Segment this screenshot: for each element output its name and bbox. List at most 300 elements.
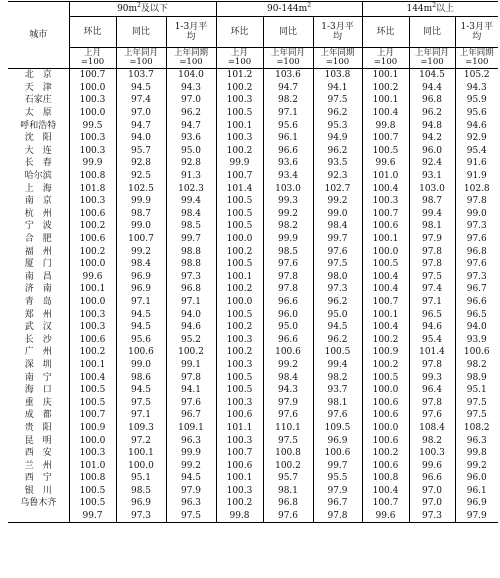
index-value: 97.5	[313, 258, 362, 271]
index-value: 100.6	[69, 333, 116, 346]
index-value: 94.0	[116, 132, 166, 145]
base-header-avg: 上年同期 =100	[166, 48, 216, 69]
city-name	[8, 510, 69, 523]
index-value: 97.1	[166, 296, 216, 309]
index-value: 97.3	[409, 510, 455, 523]
index-value: 100.6	[69, 233, 116, 246]
index-value: 95.5	[313, 472, 362, 485]
sub-header-mom: 环比	[362, 17, 409, 48]
index-value: 100.6	[263, 346, 313, 359]
table-body	[8, 69, 498, 523]
sub-header-row	[8, 17, 498, 48]
index-value: 100.8	[69, 472, 116, 485]
index-value: 102.7	[313, 182, 362, 195]
table-row	[8, 359, 498, 372]
index-value: 97.6	[313, 409, 362, 422]
index-value: 100.3	[69, 94, 116, 107]
table-row	[8, 107, 498, 120]
city-name: 郑 州	[24, 309, 52, 320]
index-value: 97.5	[455, 409, 498, 422]
index-value: 100.9	[362, 346, 409, 359]
index-value: 100.6	[362, 220, 409, 233]
index-value: 97.1	[263, 107, 313, 120]
index-value: 100.0	[69, 434, 116, 447]
index-value: 97.9	[263, 396, 313, 409]
index-value: 95.7	[263, 472, 313, 485]
index-value: 99.0	[116, 359, 166, 372]
index-value: 99.7	[166, 233, 216, 246]
table-row	[8, 409, 498, 422]
table-row	[8, 396, 498, 409]
index-value: 99.2	[166, 459, 216, 472]
index-value: 97.5	[116, 396, 166, 409]
index-value: 98.2	[455, 359, 498, 372]
index-value: 97.3	[116, 510, 166, 523]
index-value: 96.8	[166, 283, 216, 296]
index-value: 99.2	[263, 208, 313, 221]
table-row	[8, 271, 498, 284]
index-value: 99.4	[313, 359, 362, 372]
price-index-table	[8, 1, 498, 523]
index-value: 96.6	[263, 145, 313, 158]
index-value: 100.2	[216, 82, 263, 95]
index-value: 96.8	[263, 497, 313, 510]
index-value: 94.5	[313, 321, 362, 334]
index-value: 98.7	[409, 195, 455, 208]
index-value: 100.7	[216, 447, 263, 460]
index-value: 96.5	[455, 308, 498, 321]
city-name: 成 都	[24, 410, 52, 421]
index-value: 100.2	[166, 346, 216, 359]
city-name: 南 昌	[24, 271, 52, 282]
index-value: 97.9	[166, 485, 216, 498]
index-value: 100.6	[313, 447, 362, 460]
index-value: 100.8	[263, 447, 313, 460]
index-value: 97.6	[313, 245, 362, 258]
index-value: 97.4	[409, 283, 455, 296]
index-value: 100.7	[216, 170, 263, 183]
index-value: 100.3	[362, 195, 409, 208]
index-value: 98.8	[166, 245, 216, 258]
index-value: 100.0	[362, 245, 409, 258]
index-value: 100.1	[216, 119, 263, 132]
city-name: 青 岛	[24, 296, 52, 307]
index-value: 97.3	[166, 271, 216, 284]
index-value: 100.3	[69, 308, 116, 321]
index-value: 97.1	[116, 409, 166, 422]
index-value: 99.0	[116, 220, 166, 233]
index-value: 100.5	[69, 497, 116, 510]
index-value: 91.3	[166, 170, 216, 183]
index-value: 95.4	[455, 145, 498, 158]
index-value: 104.0	[166, 69, 216, 82]
table-row	[8, 94, 498, 107]
table-row	[8, 384, 498, 397]
city-name: 深 圳	[24, 359, 52, 370]
index-value: 100.5	[69, 384, 116, 397]
index-value: 91.6	[455, 157, 498, 170]
index-value: 91.9	[455, 170, 498, 183]
index-value: 102.3	[166, 182, 216, 195]
index-value: 100.5	[69, 485, 116, 498]
index-value: 99.6	[362, 510, 409, 523]
index-value: 100.6	[455, 346, 498, 359]
index-value: 100.7	[362, 497, 409, 510]
index-value: 97.8	[409, 359, 455, 372]
sub-header-yoy: 同比	[116, 17, 166, 48]
base-header-mom: 上月 =100	[216, 48, 263, 69]
city-name: 杭 州	[24, 208, 52, 219]
index-value: 98.4	[116, 258, 166, 271]
index-value: 100.1	[216, 271, 263, 284]
index-value: 100.3	[69, 145, 116, 158]
index-value: 103.0	[409, 182, 455, 195]
index-value: 96.1	[455, 485, 498, 498]
index-value: 100.2	[362, 82, 409, 95]
index-value: 97.3	[455, 271, 498, 284]
city-name: 北 京	[24, 70, 52, 81]
index-value: 100.3	[216, 434, 263, 447]
index-value: 99.9	[116, 195, 166, 208]
index-value: 96.2	[313, 296, 362, 309]
group-header-small: $90m^2$及以下	[69, 2, 216, 17]
index-value: 93.7	[313, 384, 362, 397]
city-name: 广 州	[24, 347, 52, 358]
index-value: 97.5	[166, 510, 216, 523]
index-value: 97.8	[409, 258, 455, 271]
index-value: 99.0	[455, 208, 498, 221]
city-name: 哈尔滨	[24, 171, 52, 182]
index-value: 100.2	[216, 245, 263, 258]
index-value: 97.8	[409, 245, 455, 258]
city-name: 乌鲁木齐	[20, 498, 57, 509]
index-value: 110.1	[263, 422, 313, 435]
index-value: 96.6	[455, 296, 498, 309]
index-value: 100.1	[362, 69, 409, 82]
index-value: 98.7	[116, 208, 166, 221]
index-value: 96.3	[455, 434, 498, 447]
index-value: 100.5	[362, 371, 409, 384]
index-value: 100.3	[216, 359, 263, 372]
index-value: 97.6	[263, 510, 313, 523]
index-value: 94.5	[116, 308, 166, 321]
index-value: 100.5	[216, 107, 263, 120]
city-name: 西 安	[24, 448, 52, 459]
table-row	[8, 346, 498, 359]
index-value: 95.7	[116, 145, 166, 158]
index-value: 96.2	[166, 107, 216, 120]
index-value: 100.3	[69, 447, 116, 460]
index-value: 100.3	[216, 333, 263, 346]
city-name: 天 津	[24, 82, 52, 93]
index-value: 97.8	[263, 271, 313, 284]
table-row	[8, 245, 498, 258]
table-row	[8, 195, 498, 208]
index-value: 99.8	[362, 119, 409, 132]
index-value: 94.0	[455, 321, 498, 334]
index-value: 100.2	[216, 283, 263, 296]
index-value: 94.0	[166, 308, 216, 321]
index-value: 100.4	[362, 182, 409, 195]
index-value: 100.1	[216, 472, 263, 485]
index-value: 97.6	[409, 409, 455, 422]
sub-header-avg: 1-3月平 均	[166, 17, 216, 48]
table-row	[8, 182, 498, 195]
index-value: 96.2	[313, 145, 362, 158]
index-value: 99.4	[409, 208, 455, 221]
table-row	[8, 447, 498, 460]
city-name: 宁 波	[24, 221, 52, 232]
index-value: 96.2	[313, 333, 362, 346]
index-value: 97.5	[313, 94, 362, 107]
index-value: 93.6	[263, 157, 313, 170]
index-value: 100.3	[216, 396, 263, 409]
index-value: 93.4	[263, 170, 313, 183]
index-value: 93.5	[313, 157, 362, 170]
index-value: 102.5	[116, 182, 166, 195]
index-value: 96.2	[409, 107, 455, 120]
index-value: 97.3	[313, 283, 362, 296]
city-name: 南 京	[24, 196, 52, 207]
index-value: 98.5	[116, 485, 166, 498]
index-value: 97.8	[166, 371, 216, 384]
table-row	[8, 422, 498, 435]
index-value: 96.5	[409, 308, 455, 321]
index-value: 100.1	[362, 233, 409, 246]
table-row	[8, 333, 498, 346]
index-value: 96.9	[313, 434, 362, 447]
index-value: 94.3	[263, 384, 313, 397]
index-value: 101.2	[216, 69, 263, 82]
city-name: 武 汉	[24, 322, 52, 333]
index-value: 100.1	[116, 447, 166, 460]
index-value: 100.0	[69, 296, 116, 309]
index-value: 100.4	[362, 485, 409, 498]
index-value: 96.0	[409, 145, 455, 158]
index-value: 96.9	[116, 497, 166, 510]
city-name: 昆 明	[24, 435, 52, 446]
table-row	[8, 472, 498, 485]
table-row	[8, 371, 498, 384]
index-value: 98.2	[263, 94, 313, 107]
index-value: 94.8	[409, 119, 455, 132]
index-value: 101.1	[216, 422, 263, 435]
index-value: 94.2	[409, 132, 455, 145]
index-value: 99.7	[69, 510, 116, 523]
index-value: 97.0	[409, 485, 455, 498]
index-value: 96.9	[116, 283, 166, 296]
index-value: 104.5	[409, 69, 455, 82]
index-value: 100.2	[362, 359, 409, 372]
city-name: 石家庄	[24, 95, 52, 106]
index-value: 100.6	[69, 208, 116, 221]
index-value: 100.5	[216, 258, 263, 271]
index-value: 97.2	[116, 434, 166, 447]
index-value: 99.2	[313, 195, 362, 208]
index-value: 97.5	[409, 271, 455, 284]
index-value: 100.5	[216, 195, 263, 208]
index-value: 108.2	[455, 422, 498, 435]
city-name: 海 口	[24, 385, 52, 396]
index-value: 92.8	[116, 157, 166, 170]
index-value: 100.1	[362, 94, 409, 107]
index-value: 98.4	[166, 208, 216, 221]
index-value: 99.8	[455, 447, 498, 460]
index-value: 99.9	[166, 447, 216, 460]
index-value: 95.6	[116, 333, 166, 346]
index-value: 97.5	[455, 396, 498, 409]
index-value: 95.6	[263, 119, 313, 132]
index-value: 99.6	[69, 271, 116, 284]
index-value: 98.0	[313, 271, 362, 284]
table-row	[8, 434, 498, 447]
index-value: 94.5	[116, 321, 166, 334]
city-name: 长 沙	[24, 334, 52, 345]
table-row	[8, 145, 498, 158]
table-header	[8, 2, 498, 69]
index-value: 96.6	[263, 333, 313, 346]
table-row	[8, 258, 498, 271]
index-value: 94.3	[455, 82, 498, 95]
index-value: 109.1	[166, 422, 216, 435]
index-value: 98.1	[263, 485, 313, 498]
city-name: 兰 州	[24, 460, 52, 471]
index-value: 94.6	[409, 321, 455, 334]
index-value: 96.0	[455, 472, 498, 485]
index-value: 96.7	[166, 409, 216, 422]
city-name: 重 庆	[24, 397, 52, 408]
index-value: 98.1	[313, 396, 362, 409]
index-value: 96.9	[455, 497, 498, 510]
index-value: 93.9	[455, 333, 498, 346]
index-value: 100.0	[116, 459, 166, 472]
index-value: 99.2	[263, 359, 313, 372]
index-value: 100.2	[362, 333, 409, 346]
index-value: 97.6	[166, 396, 216, 409]
table-row	[8, 321, 498, 334]
base-header-yoy: 上年同月 =100	[409, 48, 455, 69]
index-value: 99.3	[263, 195, 313, 208]
index-value: 99.5	[69, 119, 116, 132]
table-row	[8, 69, 498, 82]
index-value: 100.7	[116, 233, 166, 246]
index-value: 99.1	[166, 359, 216, 372]
index-value: 100.6	[216, 409, 263, 422]
index-value: 100.0	[69, 107, 116, 120]
index-value: 94.7	[263, 82, 313, 95]
table-row	[8, 220, 498, 233]
index-value: 96.7	[455, 283, 498, 296]
index-value: 98.1	[409, 220, 455, 233]
index-value: 98.4	[263, 371, 313, 384]
base-header-yoy: 上年同月 =100	[263, 48, 313, 69]
index-value: 100.3	[69, 132, 116, 145]
index-value: 100.3	[216, 132, 263, 145]
index-value: 100.5	[216, 384, 263, 397]
index-value: 95.1	[116, 472, 166, 485]
index-value: 100.5	[216, 308, 263, 321]
index-value: 98.2	[409, 434, 455, 447]
index-value: 100.6	[116, 346, 166, 359]
index-value: 99.4	[166, 195, 216, 208]
index-value: 96.1	[263, 132, 313, 145]
index-value: 98.5	[166, 220, 216, 233]
index-value: 101.4	[216, 182, 263, 195]
index-value: 98.2	[313, 371, 362, 384]
sub-header-avg: 1-3月平 均	[455, 17, 498, 48]
index-value: 100.6	[362, 459, 409, 472]
index-value: 100.5	[216, 220, 263, 233]
index-value: 95.1	[455, 384, 498, 397]
index-value: 101.0	[362, 170, 409, 183]
index-value: 100.0	[69, 82, 116, 95]
index-value: 94.6	[166, 321, 216, 334]
index-value: 103.6	[263, 69, 313, 82]
index-value: 97.6	[455, 233, 498, 246]
index-value: 96.2	[313, 107, 362, 120]
index-value: 100.7	[362, 132, 409, 145]
index-value: 99.6	[362, 157, 409, 170]
index-value: 97.8	[313, 510, 362, 523]
index-value: 99.9	[263, 233, 313, 246]
index-value: 103.0	[263, 182, 313, 195]
index-value: 103.8	[313, 69, 362, 82]
index-value: 99.0	[313, 208, 362, 221]
index-value: 100.4	[362, 321, 409, 334]
index-value: 94.1	[166, 384, 216, 397]
table-row	[8, 119, 498, 132]
index-value: 100.4	[362, 283, 409, 296]
index-value: 100.3	[69, 195, 116, 208]
index-value: 96.0	[263, 308, 313, 321]
table-row	[8, 170, 498, 183]
index-value: 96.8	[409, 94, 455, 107]
index-value: 100.6	[362, 396, 409, 409]
base-header-yoy: 上年同月 =100	[116, 48, 166, 69]
index-value: 97.8	[455, 195, 498, 208]
index-value: 100.5	[216, 208, 263, 221]
index-value: 95.0	[166, 145, 216, 158]
index-value: 97.4	[116, 94, 166, 107]
index-value: 109.5	[313, 422, 362, 435]
city-name: 南 宁	[24, 372, 52, 383]
index-value: 100.2	[362, 447, 409, 460]
index-value: 100.5	[362, 145, 409, 158]
index-value: 92.5	[116, 170, 166, 183]
index-value: 96.7	[313, 497, 362, 510]
index-value: 100.2	[69, 245, 116, 258]
city-name: 太 原	[24, 108, 52, 119]
index-value: 94.7	[116, 119, 166, 132]
index-value: 98.8	[166, 258, 216, 271]
index-value: 95.4	[409, 333, 455, 346]
index-value: 97.5	[263, 434, 313, 447]
index-value: 100.0	[362, 384, 409, 397]
index-value: 94.9	[313, 132, 362, 145]
index-value: 94.5	[166, 472, 216, 485]
index-value: 98.6	[116, 371, 166, 384]
index-value: 100.8	[362, 472, 409, 485]
sub-header-mom: 环比	[69, 17, 116, 48]
index-value: 96.9	[116, 271, 166, 284]
city-name: 大 连	[24, 145, 52, 156]
index-value: 100.2	[216, 346, 263, 359]
index-value: 94.5	[116, 82, 166, 95]
index-value: 97.6	[263, 409, 313, 422]
index-value: 96.3	[166, 434, 216, 447]
index-value: 93.6	[166, 132, 216, 145]
city-name: 沈 阳	[24, 133, 52, 144]
